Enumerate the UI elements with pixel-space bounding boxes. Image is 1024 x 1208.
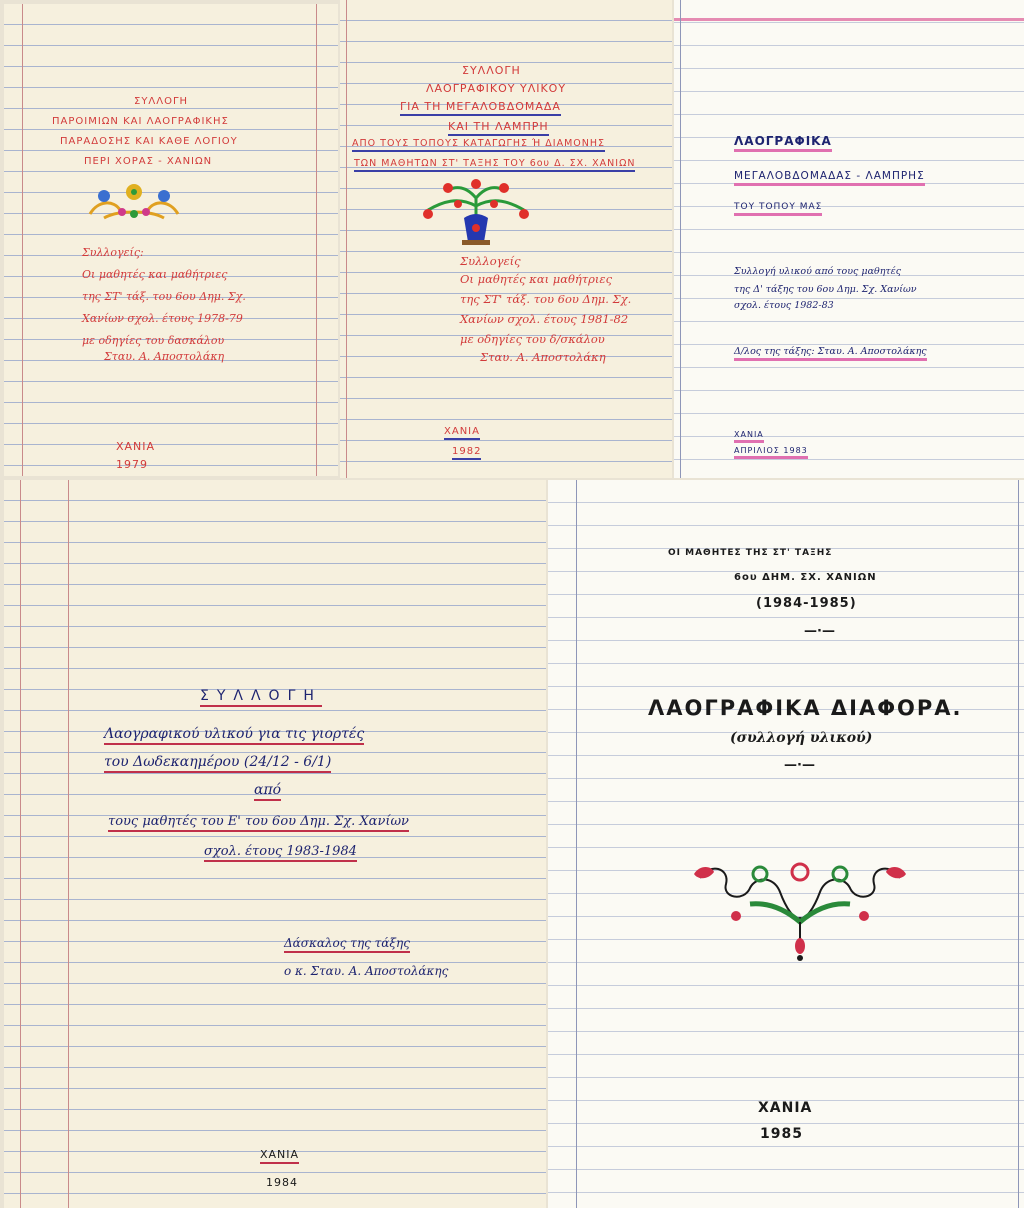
- top-margin-line: [674, 18, 1024, 21]
- cover2-title-line: ΓΙΑ ΤΗ ΜΕΓΑΛΟΒΔΟΜΑΔΑ: [400, 100, 561, 116]
- margin-line: [316, 4, 317, 476]
- cover1-body-line: με οδηγίες του δασκάλου: [82, 334, 225, 347]
- cover3-date: ΑΠΡΙΛΙΟΣ 1983: [734, 446, 808, 459]
- cover5-years: (1984-1985): [756, 596, 857, 611]
- cover1-body-line: Συλλογείς:: [82, 246, 144, 259]
- cover1-body-line: Σταυ. Α. Αποστολάκη: [104, 350, 225, 363]
- cover3-body-line: της Δ' τάξης του 6ου Δημ. Σχ. Χανίων: [734, 284, 917, 295]
- margin-line: [68, 480, 69, 1208]
- cover1-title-line: ΣΥΛΛΟΓΗ: [134, 96, 189, 107]
- cover3-body-line: σχολ. έτους 1982-83: [734, 300, 834, 311]
- notebook-cover-1979: [4, 4, 338, 476]
- cover2-title-line: ΑΠΟ ΤΟΥΣ ΤΟΠΟΥΣ ΚΑΤΑΓΩΓΗΣ Ή ΔΙΑΜΟΝΗΣ: [352, 138, 605, 152]
- cover2-title-line: ΛΑΟΓΡΑΦΙΚΟΥ ΥΛΙΚΟΥ: [426, 82, 567, 95]
- cover2-year: 1982: [452, 446, 481, 460]
- margin-line: [680, 0, 681, 478]
- cover1-title-line: ΠΕΡΙ ΧΟΡΑΣ - ΧΑΝΙΩΝ: [84, 156, 213, 167]
- cover5-subtitle: (συλλογή υλικού): [730, 730, 873, 746]
- cover1-title-line: ΠΑΡΑΔΟΣΗΣ ΚΑΙ ΚΑΘΕ ΛΟΓΙΟΥ: [60, 136, 238, 147]
- cover2-title-line: ΤΩΝ ΜΑΘΗΤΩΝ ΣΤ' ΤΑΞΗΣ ΤΟΥ 6ου Δ. ΣΧ. ΧΑΝΙΩΝ: [354, 158, 635, 172]
- cover2-body-line: της ΣΤ' τάξ. του 6ου Δημ. Σχ.: [460, 292, 632, 306]
- notebook-cover-1982: [340, 0, 672, 478]
- margin-line: [576, 480, 577, 1208]
- cover3-subtitle2: ΤΟΥ ΤΟΠΟΥ ΜΑΣ: [734, 202, 822, 216]
- cover3-place: ΧΑΝΙΑ: [734, 430, 764, 443]
- cover3-body-line: Συλλογή υλικού από τους μαθητές: [734, 266, 902, 277]
- floral-ornament: [690, 858, 910, 968]
- cover5-place: ΧΑΝΙΑ: [758, 1100, 813, 1116]
- cover1-body-line: Οι μαθητές και μαθήτριες: [82, 268, 228, 281]
- cover2-body-line: Χανίων σχολ. έτους 1981-82: [460, 312, 629, 326]
- cover5-title: ΛΑΟΓΡΑΦΙΚΑ ΔΙΑΦΟΡΑ.: [648, 696, 963, 720]
- cover4-body-line: του Δωδεκαημέρου (24/12 - 6/1): [104, 754, 331, 773]
- cover3-teacher: Δ/λος της τάξης: Σταυ. Α. Αποστολάκης: [734, 346, 927, 361]
- margin-line: [346, 0, 347, 478]
- cover5-header: ΟΙ ΜΑΘΗΤΕΣ ΤΗΣ ΣΤ' ΤΑΞΗΣ: [668, 548, 833, 558]
- cover5-separator: —·—: [784, 758, 815, 773]
- notebook-cover-1984: [4, 480, 546, 1208]
- cover2-body-line: Συλλογείς: [460, 254, 521, 268]
- cover3-title: ΛΑΟΓΡΑΦΙΚΑ: [734, 134, 832, 152]
- cover4-place: ΧΑΝΙΑ: [260, 1148, 299, 1164]
- cover1-place: ΧΑΝΙΑ: [116, 440, 156, 453]
- cover1-year: 1979: [116, 458, 148, 471]
- cover3-subtitle: ΜΕΓΑΛΟΒΔΟΜΑΔΑΣ - ΛΑΜΠΡΗΣ: [734, 170, 925, 186]
- margin-line: [1018, 480, 1019, 1208]
- notebook-cover-1985: [548, 480, 1024, 1208]
- cover4-teacher: ο κ. Σταυ. Α. Αποστολάκης: [284, 964, 449, 978]
- margin-line: [22, 4, 23, 476]
- cover4-body-line: τους μαθητές του Ε' του 6ου Δημ. Σχ. Χανίων: [108, 814, 409, 832]
- cover4-body-line: Λαογραφικού υλικού για τις γιορτές: [104, 726, 364, 745]
- cover4-body-line: σχολ. έτους 1983-1984: [204, 844, 357, 862]
- cover4-body-line: από: [254, 782, 281, 801]
- cover5-school: 6ου ΔΗΜ. ΣΧ. ΧΑΝΙΩΝ: [734, 572, 877, 583]
- cover2-title-line: ΚΑΙ ΤΗ ΛΑΜΠΡΗ: [448, 120, 549, 136]
- floral-ornament: [84, 180, 184, 224]
- cover2-body-line: Οι μαθητές και μαθήτριες: [460, 272, 613, 286]
- cover1-body-line: Χανίων σχολ. έτους 1978-79: [82, 312, 243, 325]
- cover1-body-line: της ΣΤ' τάξ. του 6ου Δημ. Σχ.: [82, 290, 246, 303]
- cover2-title-line: ΣΥΛΛΟΓΗ: [462, 64, 521, 77]
- cover5-year: 1985: [760, 1126, 803, 1142]
- cover4-teacher-label: Δάσκαλος της τάξης: [284, 936, 410, 953]
- cover2-body-line: με οδηγίες του δ/σκάλου: [460, 332, 605, 346]
- cover2-body-line: Σταυ. Α. Αποστολάκη: [480, 350, 606, 364]
- notebook-cover-1983: [674, 0, 1024, 478]
- cover2-place: ΧΑΝΙΑ: [444, 426, 480, 440]
- cover5-separator: —·—: [804, 624, 835, 639]
- tree-in-vase-ornament: [418, 176, 534, 248]
- cover4-title: ΣΥΛΛΟΓΗ: [200, 688, 322, 707]
- cover1-title-line: ΠΑΡΟΙΜΙΩΝ ΚΑΙ ΛΑΟΓΡΑΦΙΚΗΣ: [52, 116, 229, 127]
- cover4-year: 1984: [266, 1176, 298, 1189]
- margin-line: [20, 480, 21, 1208]
